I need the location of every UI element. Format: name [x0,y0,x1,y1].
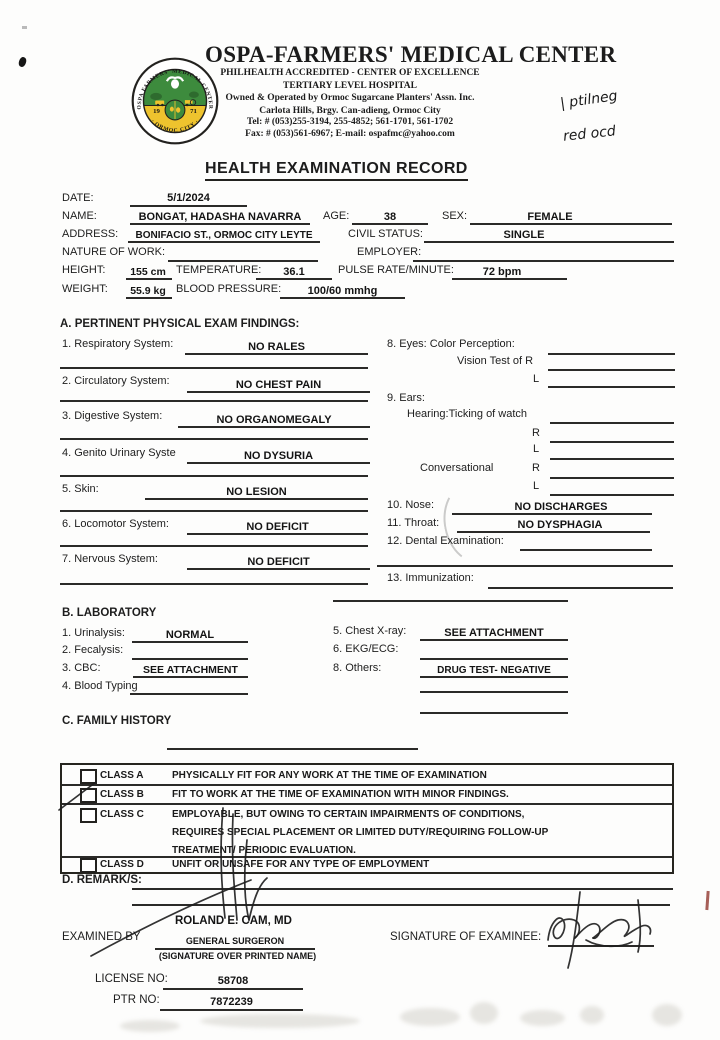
scan-smudge [400,1008,460,1026]
blood-pressure-line [280,297,405,299]
family-history-line [167,748,418,750]
temperature-value: 36.1 [283,266,305,278]
class-b-desc: FIT TO WORK AT THE TIME OF EXAMINATION WITH MINOR FINDINGS. [172,789,509,800]
hearing-l-line [550,458,674,460]
weight-value: 55.9 kg [130,285,166,297]
eyes-line [548,353,675,355]
section-a-heading: A. PERTINENT PHYSICAL EXAM FINDINGS: [60,318,300,330]
age-line [352,223,428,225]
nervous-line [187,568,370,570]
dental-label: 12. Dental Examination: [387,535,504,547]
examiner-title: GENERAL SURGERON [185,936,285,946]
clinic-fax-email: Fax: # (053)561-6967; E-mail: ospafmc@yahoo.com [245,129,455,139]
hearing-l-label: L [533,443,540,455]
skin-label: 5. Skin: [62,483,99,495]
address-label: ADDRESS: [62,228,119,240]
locomotor-extra-line [60,545,368,547]
employer-line [413,260,674,262]
fecalysis-label: 2. Fecalysis: [62,644,124,656]
section-b-heading: B. LABORATORY [62,607,157,619]
scan-ink-blot [18,56,28,68]
respiratory-extra-line [60,367,368,369]
name-label: NAME: [62,210,97,222]
immunization-extra-line [333,600,568,602]
pulse-rate-line [452,278,567,280]
urinalysis-value: NORMAL [165,629,215,641]
class-a-desc: PHYSICALLY FIT FOR ANY WORK AT THE TIME OF EXAMINATION [172,770,487,781]
hearing-line [550,422,674,424]
conversational-r-label: R [532,462,540,474]
pulse-rate-value: 72 bpm [482,266,522,278]
handwritten-note-line2: red ocd [562,123,617,145]
handwritten-note-line1: | ptilneg [559,88,619,112]
cbc-line [133,676,248,678]
class-a-code: CLASS A [100,770,144,781]
scan-smudge [520,1010,565,1026]
others-value: DRUG TEST- NEGATIVE [437,665,551,676]
eyes-label: 8. Eyes: Color Perception: [387,338,515,350]
logo-tree-right [189,92,199,98]
logo-year-left: 19 [153,108,160,116]
scan-smudge [652,1004,682,1026]
license-no-line [163,988,303,990]
digestive-line [178,426,370,428]
ears-label: 9. Ears: [387,392,425,404]
employer-label: EMPLOYER: [357,246,422,258]
address-value: BONIFACIO ST., ORMOC CITY LEYTE [135,230,313,241]
weight-label: WEIGHT: [62,283,108,295]
date-value: 5/1/2024 [167,192,210,204]
examined-by-label: EXAMINED BY [62,931,141,943]
clinic-name: OSPA-FARMERS' MEDICAL CENTER [205,42,617,67]
license-no-value: 58708 [217,975,249,987]
vision-l-line [548,386,675,388]
temperature-label: TEMPERATURE: [176,264,262,276]
clinic-logo [130,56,220,146]
urinalysis-label: 1. Urinalysis: [62,627,125,639]
sex-value: FEMALE [527,211,573,223]
scan-speck [22,26,27,29]
sex-label: SEX: [442,210,468,222]
height-label: HEIGHT: [62,264,106,276]
scan-smudge [120,1020,180,1032]
nature-of-work-label: NATURE OF WORK: [62,246,166,258]
license-no-label: LICENSE NO: [95,973,168,985]
conversational-l-line [550,494,674,496]
remarks-label: D. REMARK/S: [62,874,142,886]
immunization-label: 13. Immunization: [387,572,474,584]
others-label: 8. Others: [333,662,382,674]
chest-xray-label: 5. Chest X-ray: [333,625,407,637]
height-value: 155 cm [130,266,166,278]
blood-typing-line [130,693,248,695]
others-extra-line-1 [420,691,568,693]
date-line [130,205,247,207]
throat-line [457,531,650,533]
locomotor-value: NO DEFICIT [246,521,309,533]
vision-test-label: Vision Test of R [457,355,534,367]
circulatory-label: 2. Circulatory System: [62,375,170,387]
age-label: AGE: [323,210,350,222]
ptr-no-line [160,1009,303,1011]
blood-typing-label: 4. Blood Typing [62,680,138,692]
genito-urinary-value: NO DYSURIA [243,450,314,462]
nervous-label: 7. Nervous System: [62,553,158,565]
locomotor-label: 6. Locomotor System: [62,518,169,530]
name-line [130,223,310,225]
conversational-label: Conversational [420,462,494,474]
digestive-value: NO ORGANOMEGALY [216,414,332,426]
examinee-signature [520,878,690,978]
immunization-line [488,587,673,589]
ekg-line [420,658,568,660]
hearing-label: Hearing:Ticking of watch [407,408,528,420]
civil-status-label: CIVIL STATUS: [348,228,423,240]
ptr-no-value: 7872239 [210,996,253,1008]
others-line [420,676,568,678]
clinic-owner: Owned & Operated by Ormoc Sugarcane Planters' Assn. Inc. [225,93,475,103]
circulatory-extra-line [60,400,368,402]
clinic-accreditation: PHILHEALTH ACCREDITED - CENTER OF EXCELLENCE [220,68,480,78]
ptr-no-label: PTR NO: [113,994,160,1006]
blood-pressure-label: BLOOD PRESSURE: [176,283,282,295]
hearing-r-label: R [532,427,540,439]
genito-urinary-line [187,462,370,464]
respiratory-value: NO RALES [248,341,305,353]
vision-r-line [548,369,675,371]
conversational-l-label: L [533,480,540,492]
scan-smudge [580,1006,604,1024]
height-line [126,278,172,280]
class-c-code: CLASS C [100,809,144,820]
logo-ring-text-bottom: · ORMOC CITY · [149,118,201,134]
fecalysis-line [132,658,248,660]
section-c-heading: C. FAMILY HISTORY [62,715,172,727]
class-c-desc-1: EMPLOYABLE, BUT OWING TO CERTAIN IMPAIRMENTS OF CONDITIONS, [172,809,525,820]
class-c-desc-2: REQUIRES SPECIAL PLACEMENT OR LIMITED DUTY/REQUIRING FOLLOW-UP [172,827,549,838]
digestive-extra-line [60,438,368,440]
respiratory-line [185,353,368,355]
name-value: BONGAT, HADASHA NAVARRA [138,211,302,223]
skin-line [145,498,368,500]
examiner-signature [55,770,355,970]
logo-ring-text-top: OSPA FARMERS' MEDICAL CENTER [136,68,214,110]
class-d-code: CLASS D [100,859,144,870]
examinee-signature-label: SIGNATURE OF EXAMINEE: [390,931,542,943]
nervous-value: NO DEFICIT [247,556,310,568]
throat-label: 11. Throat: [387,517,440,529]
nervous-extra-line [60,583,368,585]
clinic-level: TERTIARY LEVEL HOSPITAL [283,81,417,91]
respiratory-label: 1. Respiratory System: [62,338,174,350]
address-line [128,241,320,243]
dental-extra-line [377,565,673,567]
class-b-code: CLASS B [100,789,144,800]
logo-tree-left [150,93,162,100]
civil-status-value: SINGLE [503,229,545,241]
date-label: DATE: [62,192,94,204]
nose-label: 10. Nose: [387,499,435,511]
pulse-rate-label: PULSE RATE/MINUTE: [338,264,454,276]
circulatory-value: NO CHEST PAIN [235,379,322,391]
nose-value: NO DISCHARGES [514,501,608,513]
hearing-r-line [550,441,674,443]
clinic-phone: Tel: # (053)255-3194, 255-4852; 561-1701, 561-1702 [246,117,454,127]
locomotor-line [187,533,368,535]
blood-pressure-value: 100/60 mmhg [307,285,378,297]
nose-line [452,513,652,515]
skin-value: NO LESION [226,486,287,498]
chest-xray-line [420,639,568,641]
class-d-desc: UNFIT OR UNSAFE FOR ANY TYPE OF EMPLOYMENT [172,859,430,870]
ekg-label: 6. EKG/ECG: [333,643,399,655]
clinic-address: Carlota Hills, Brgy. Can-adieng, Ormoc City [259,106,441,116]
genito-urinary-extra-line [60,475,368,477]
others-extra-line-2 [420,712,568,714]
urinalysis-line [132,641,248,643]
digestive-label: 3. Digestive System: [62,410,163,422]
red-pen-mark [705,891,709,910]
temperature-line [256,278,332,280]
throat-value: NO DYSPHAGIA [517,519,603,531]
cbc-label: 3. CBC: [62,662,101,674]
chest-xray-value: SEE ATTACHMENT [444,627,544,639]
circulatory-line [187,391,370,393]
weight-line [126,297,172,299]
cbc-value: SEE ATTACHMENT [143,664,238,676]
dental-line [520,549,652,551]
form-title: HEALTH EXAMINATION RECORD [205,160,468,181]
skin-extra-line [60,510,368,512]
nature-of-work-line [168,260,318,262]
age-value: 38 [383,211,397,223]
logo-year-right: 71 [190,108,197,116]
scan-smudge [470,1002,498,1024]
sex-line [470,223,672,225]
examiner-name: ROLAND E. CAM, MD [175,915,292,927]
genito-urinary-label: 4. Genito Urinary Syste [62,447,176,459]
civil-status-line [424,241,674,243]
vision-l-label: L [533,373,540,385]
class-c-desc-3: TREATMENT/ PERIODIC EVALUATION. [172,845,356,856]
signature-note: (SIGNATURE OVER PRINTED NAME) [158,951,317,961]
conversational-r-line [550,477,674,479]
scan-smudge [200,1014,360,1028]
